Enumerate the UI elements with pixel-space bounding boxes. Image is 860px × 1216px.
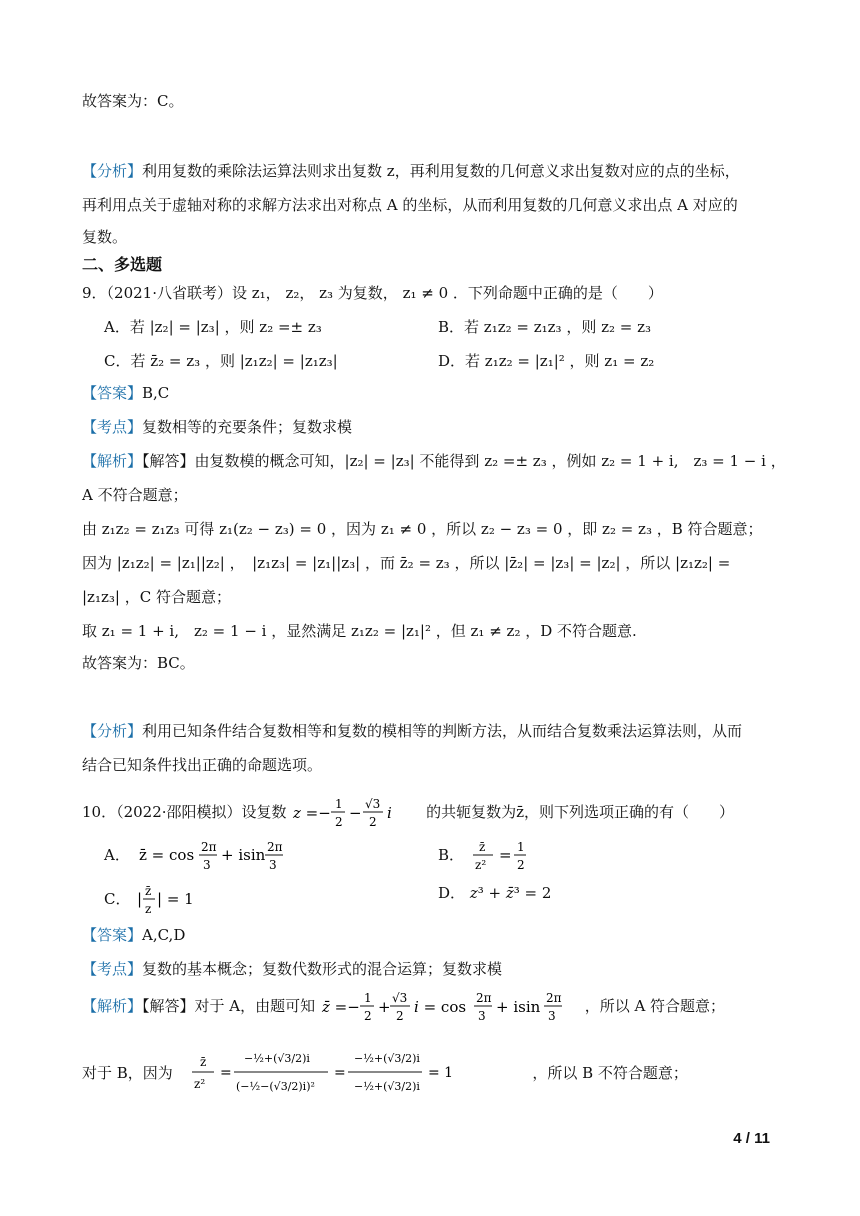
question-10 [82,794,734,832]
svg-text:2: 2 [516,858,525,872]
svg-text:|: | [137,890,143,908]
svg-text:√3: √3 [391,991,408,1005]
svg-text:−½+(√3/2)i: −½+(√3/2)i [353,1080,420,1093]
analysis-tag: 【分析】 [82,162,143,180]
keypoint-line [82,958,502,980]
option-9d: D．若 z₁z₂ = |z₁|² ，则 z₁ = z₂ [438,352,655,370]
text-line: 由 z₁z₂ = z₁z₃ 可得 z₁(z₂ − z₃) = 0 ，因为 z₁ ≠ 0 ，所以 z₂ − z₃ = 0 ，即 z₂ = z₃ ，B 符合题意； [82,520,763,538]
section-heading: 二、多选题 [82,255,163,274]
solution-line [82,450,786,472]
text-line: 复数。 [82,228,128,246]
option-10c: C． | z̄ z | = 1 [104,884,194,916]
svg-text:3: 3 [268,858,277,872]
svg-text:3: 3 [547,1009,556,1023]
svg-text:i = cos: i = cos [413,998,466,1016]
analysis-text: 利用已知条件结合复数相等和复数的模相等的判断方法，从而结合复数乘法运算法则，从而 [142,722,743,740]
svg-text:z =−: z =− [293,804,332,822]
text-line: 故答案为：C。 [82,92,184,110]
svg-text:= 1: = 1 [427,1065,453,1081]
svg-text:2π: 2π [266,840,283,854]
svg-text:2: 2 [369,815,377,829]
svg-text:2: 2 [395,1009,404,1023]
option-9a: A．若 |z₂| = |z₃| ，则 z₂ =± z₃ [104,318,322,336]
svg-text:=: = [498,846,512,864]
svg-text:2π: 2π [545,991,562,1005]
option-9b: B．若 z₁z₂ = z₁z₃ ，则 z₂ = z₃ [438,318,652,336]
keypoint-text: 复数的基本概念；复数代数形式的混合运算；复数求模 [142,960,503,978]
text-line: |z₁z₃| ，C 符合题意； [82,588,231,606]
answer-tag: 【答案】 [82,926,143,944]
keypoint-tag: 【考点】 [82,418,143,436]
text-line: 故答案为：BC。 [82,654,195,672]
answer-line [82,924,185,946]
svg-text:z̄: z̄ [478,840,486,854]
svg-text:i: i [387,804,393,822]
solution-formula-a [320,988,580,1026]
answer-text: B,C [142,384,170,402]
keypoint-line [82,416,352,438]
answer-tag: 【答案】 [82,384,143,402]
text-line: 对于 B，因为 z̄ z² = −½+(√3/2)i (−½−(√3/2)i)² = −½+(√3/2)i −½+(√3/2)i = 1 ，所以 B 不符合题意； [82,1046,688,1102]
svg-text:+ isin: + isin [495,998,541,1016]
option-10d: D． z³ + z̄³ = 2 [438,884,552,902]
text-line: 再利用点关于虚轴对称的求解方法求出对称点 A 的坐标，从而利用复数的几何意义求出点 A 对应的 [82,196,738,214]
solution-text: 【解答】由复数模的概念可知，|z₂| = |z₃| 不能得到 z₂ =± z₃ ，例如 z₂ = 1 + i, z₃ = 1 − i ， [142,452,786,470]
option-10a: A． z̄ = cos 2π 3 + isin 2π 3 [104,840,283,872]
svg-text:2π: 2π [475,991,492,1005]
question-10-prefix: 10．（2022·邵阳模拟）设复数 [82,803,287,821]
analysis-text: 利用复数的乘除法运算法则求出复数 z，再利用复数的几何意义求出复数对应的点的坐标， [142,162,740,180]
question-10-suffix: 的共轭复数为z̄，则下列选项正确的有（ ） [426,803,734,821]
svg-text:z: z [145,902,152,916]
svg-text:z²: z² [474,858,486,872]
svg-text:−: − [349,804,362,822]
svg-text:1: 1 [335,797,343,811]
svg-text:| = 1: | = 1 [157,890,194,908]
svg-text:√3: √3 [365,797,381,811]
analysis-line [82,720,742,742]
svg-text:−½+(√3/2)i: −½+(√3/2)i [353,1052,420,1065]
svg-text:−½+(√3/2)i: −½+(√3/2)i [243,1052,310,1065]
svg-text:2: 2 [335,815,343,829]
solution-formula-b [178,1046,528,1102]
option-10b: B． z̄ z² = 1 2 [438,840,525,872]
svg-text:(−½−(√3/2)i)²: (−½−(√3/2)i)² [235,1080,315,1093]
svg-text:=: = [219,1065,232,1081]
svg-text:+ isin: + isin [220,846,265,864]
svg-text:z̄: z̄ [199,1055,206,1069]
solution-tag: 【解析】 [82,452,143,470]
svg-text:3: 3 [477,1009,486,1023]
text-line: A 不符合题意； [82,486,188,504]
solution-tag: 【解析】 [82,997,143,1015]
text-line: 取 z₁ = 1 + i, z₂ = 1 − i ，显然满足 z₁z₂ = |z₁|² ，但 z₁ ≠ z₂ ，D 不符合题意. [82,622,637,640]
svg-text:2: 2 [363,1009,372,1023]
svg-text:1: 1 [516,840,525,854]
answer-text: A,C,D [142,926,186,944]
z-formula [291,794,421,832]
keypoint-tag: 【考点】 [82,960,143,978]
question-9: 9．（2021·八省联考）设 z₁， z₂， z₃ 为复数， z₁ ≠ 0 ．下列命题中正确的是（ ） [82,284,663,302]
svg-text:2π: 2π [200,840,217,854]
svg-text:z̄ =−: z̄ =− [321,998,360,1016]
answer-line [82,382,169,404]
svg-text:3: 3 [202,858,211,872]
page-number: 4 / 11 [733,1130,770,1147]
option-9c: C．若 z̄₂ = z₃ ，则 |z₁z₂| = |z₁z₃| [104,352,338,370]
analysis-tag: 【分析】 [82,722,143,740]
text-line: 因为 |z₁z₂| = |z₁||z₂| ， |z₁z₃| = |z₁||z₃| ，而 z̄₂ = z₃ ，所以 |z̄₂| = |z₃| = |z₂| ，所以 |z₁z₂| = [82,554,731,572]
svg-text:1: 1 [363,991,372,1005]
keypoint-text: 复数相等的充要条件；复数求模 [142,418,353,436]
svg-text:z²: z² [193,1077,205,1091]
svg-text:+: + [377,998,391,1016]
solution-text: 【解答】对于 A，由题可知 [142,997,316,1015]
svg-text:z̄: z̄ [145,884,152,898]
analysis-line [82,160,740,182]
svg-text:z̄ = cos: z̄ = cos [138,846,194,864]
solution-line: 【解析】【解答】对于 A，由题可知 z̄ =− 1 2 + √3 2 i = cos 2π 3 + isin 2π 3 ，所以 A 符合题意； [82,988,725,1026]
svg-text:=: = [333,1065,346,1081]
text-line: 结合已知条件找出正确的命题选项。 [82,756,323,774]
